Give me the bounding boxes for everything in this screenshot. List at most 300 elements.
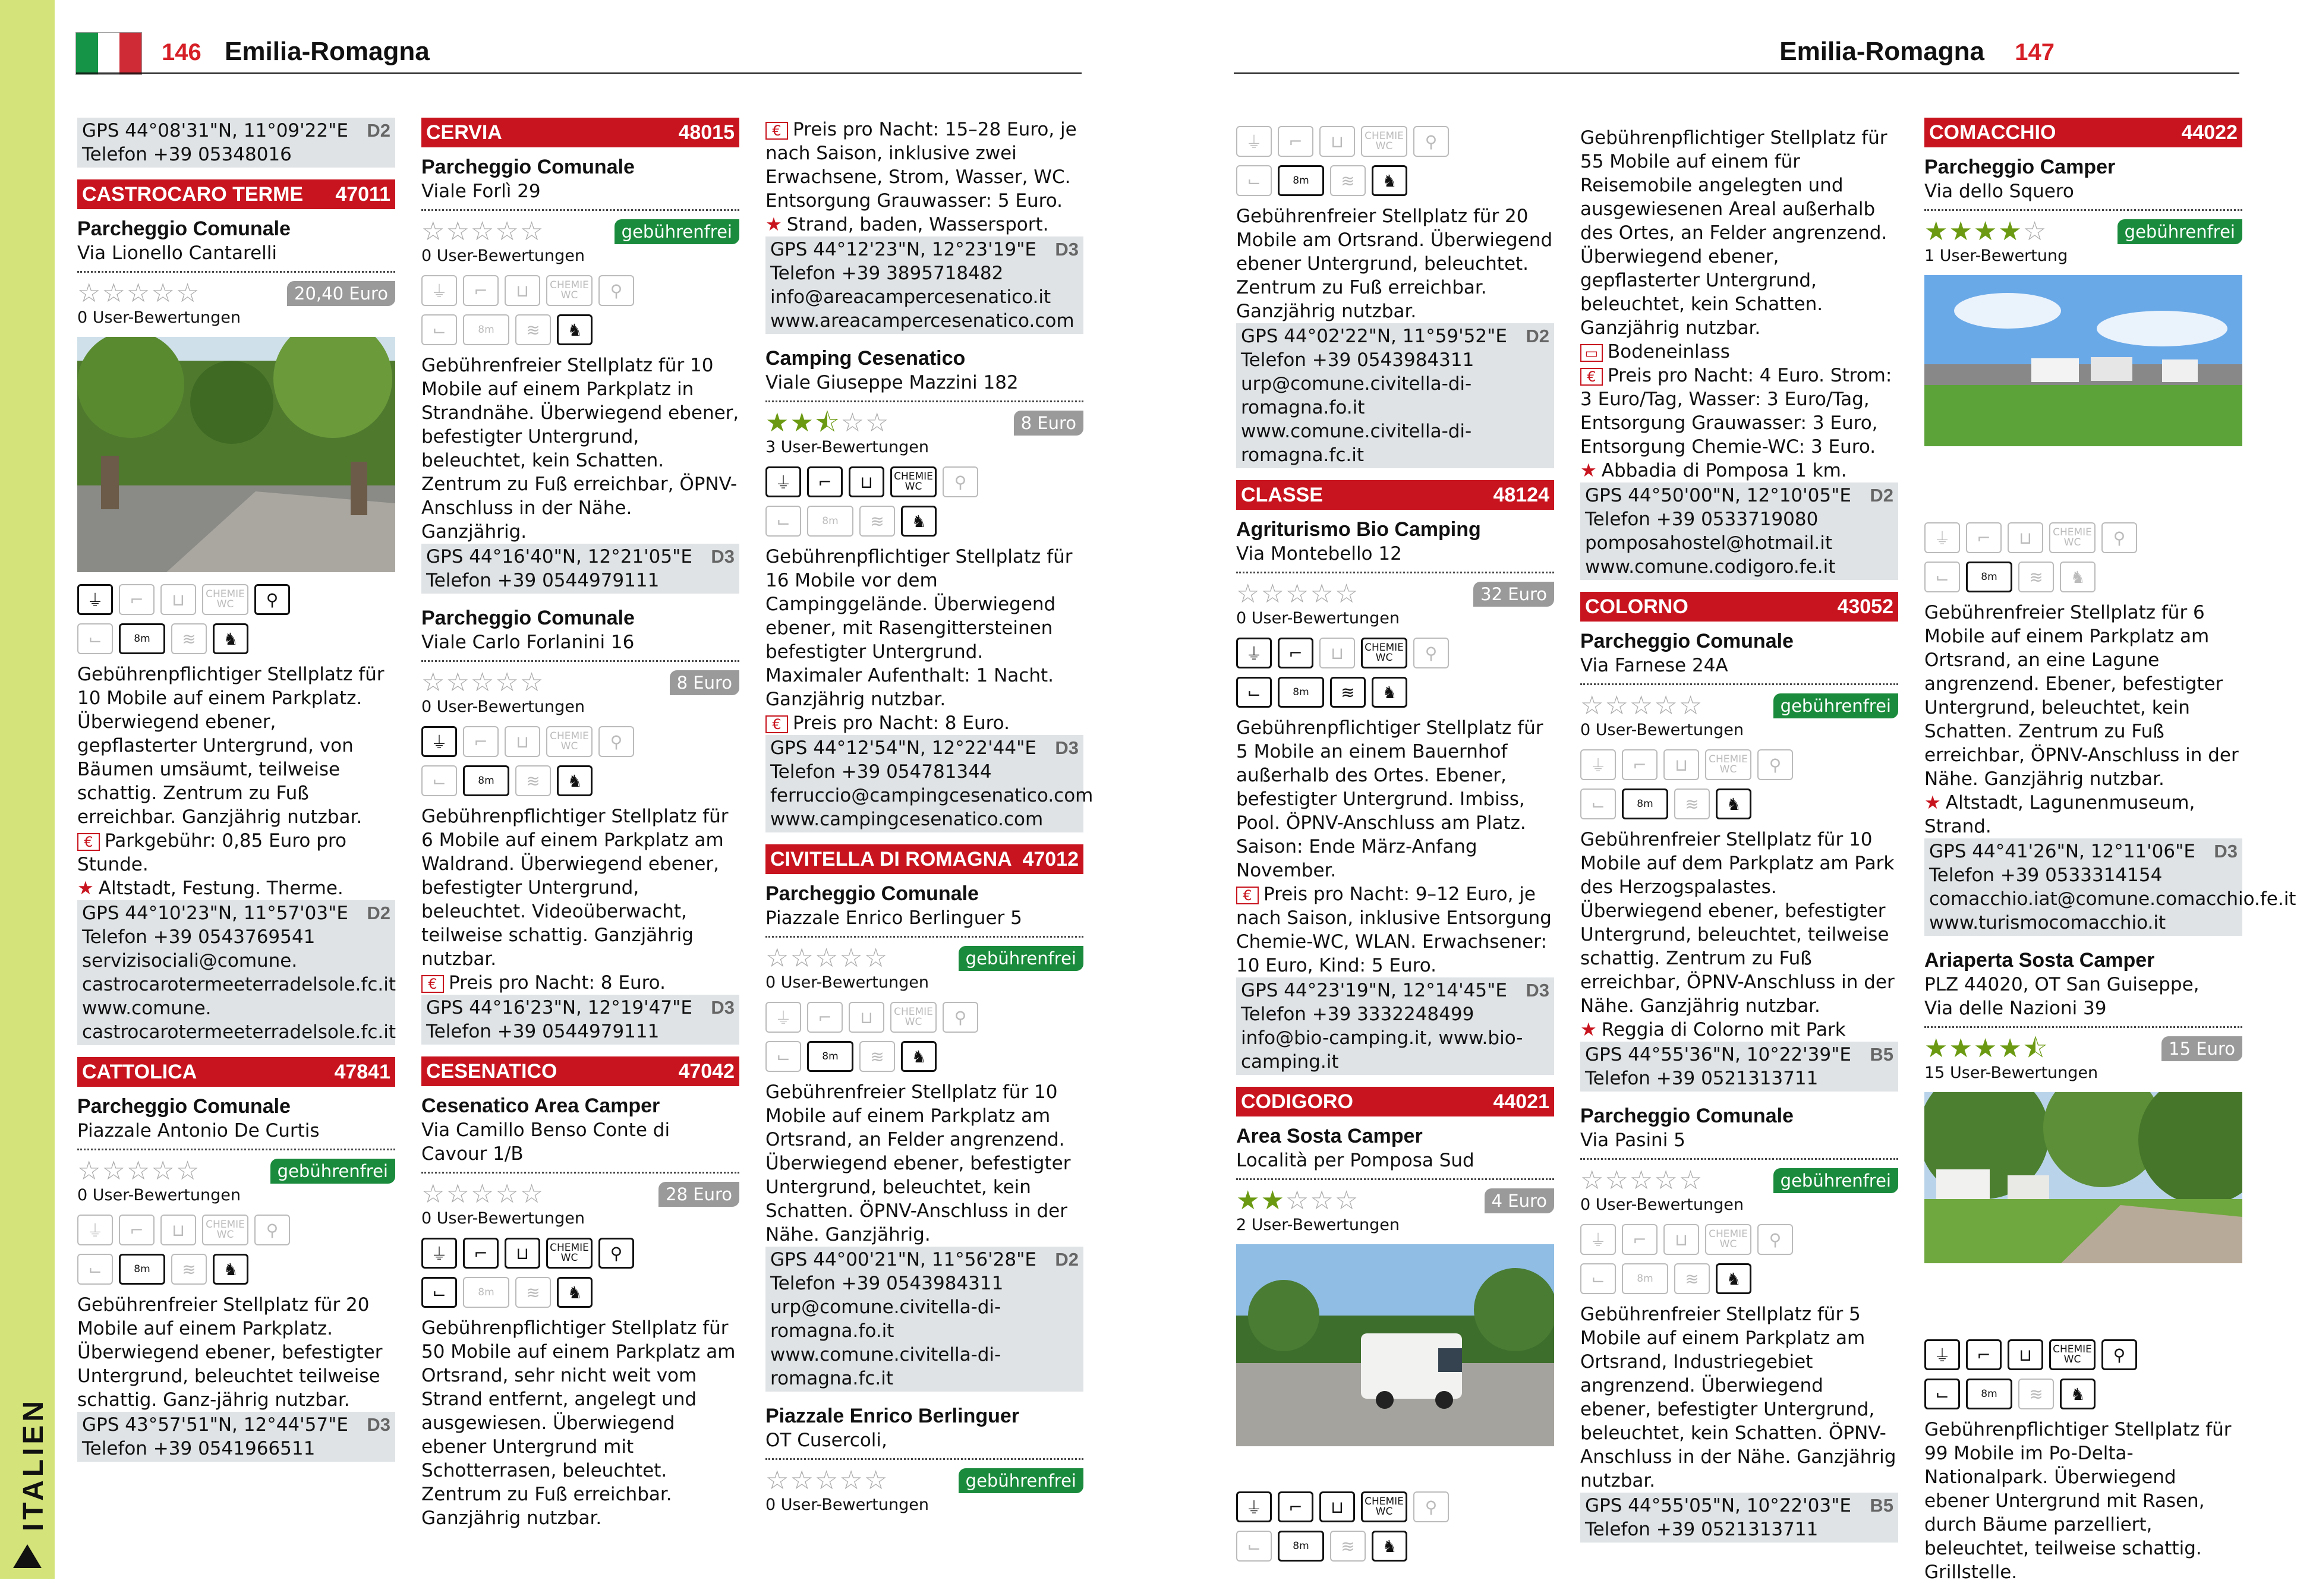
star-icon: ☆	[790, 943, 815, 973]
star-icon: ☆	[1236, 579, 1261, 609]
toilet-icon: ⚲	[598, 726, 634, 757]
length-8m-icon: 8m	[1278, 677, 1324, 708]
italy-flag-icon	[76, 33, 141, 74]
site-name: Parcheggio Comunale	[421, 607, 635, 629]
star-rating	[765, 409, 890, 437]
right-header-rule	[1234, 72, 2239, 74]
wifi-icon: ≋	[1330, 677, 1366, 708]
grey-water-drain-icon: ⊔	[160, 1215, 196, 1245]
price-badge: 8 Euro	[670, 670, 739, 695]
description: Gebührenpflichtiger Stellplatz für 99 Mobile im Po-Delta-Nationalpark. Überwiegend ebener Untergrund mit Rasen, durch Bäume parzelliert, beleuchtet, teilweise schattig. Grillstelle.	[1924, 1419, 2232, 1583]
info-bullet	[1924, 791, 2242, 838]
shower-icon: ⌙	[1236, 165, 1272, 196]
star-icon: ★	[765, 408, 790, 438]
listing	[421, 1056, 739, 1530]
bullet-text: Altstadt, Lagunenmuseum, Strand.	[1924, 792, 2195, 837]
star-icon: ☆	[1310, 579, 1335, 609]
user-rating-count: 15 User-Bewertungen	[1924, 1064, 2098, 1082]
description: Gebührenfreier Stellplatz für 6 Mobile auf einem Parkplatz am Ortsrand, an eine Lagune angrenzend. Ebener, befestigter Untergrund, beleuchtet, kein Schatten. Zentrum zu Fuß erreichbar, ÖPNV-Anschluss in der Nähe. Ganzjährig nutzbar.	[1924, 602, 2239, 790]
gps-row	[1585, 1494, 1893, 1518]
rating-row	[1236, 1187, 1554, 1215]
dotted-divider	[1236, 1178, 1554, 1180]
right-page-number: 147	[2015, 39, 2055, 65]
contact-line: Telefon +39 054781344	[770, 761, 992, 783]
contact-box	[77, 1412, 395, 1462]
amenity-icons	[1236, 1491, 1554, 1522]
star-icon: ☆	[446, 1179, 471, 1209]
contact-line: www.comune.codigoro.fe.it	[1585, 556, 1836, 578]
contact-box	[1580, 1493, 1898, 1543]
length-8m-icon: 8m	[119, 623, 165, 654]
map-grid: D3	[1055, 737, 1079, 758]
map-grid: D2	[1870, 485, 1893, 506]
city-bar	[77, 179, 395, 209]
site-address: Via Farnese 24A	[1580, 655, 1728, 676]
user-rating-count: 0 User-Bewertungen	[421, 1209, 585, 1228]
gps-coordinates: GPS 44°00'21"N, 11°56'28"E	[770, 1249, 1036, 1270]
dog-allowed-icon: ♞	[2060, 562, 2096, 592]
electricity-icon: ⏚	[421, 275, 457, 306]
site-address: OT Cusercoli,	[765, 1430, 887, 1451]
gps-coordinates: GPS 44°08'31"N, 11°09'22"E	[82, 120, 348, 141]
city-bar	[1924, 118, 2242, 147]
gps-row	[1585, 484, 1893, 507]
map-grid: D3	[1055, 239, 1079, 260]
star-icon: ☆	[1580, 690, 1605, 721]
site-address: PLZ 44020, OT San Guiseppe,	[1924, 974, 2200, 995]
map-grid: D2	[367, 120, 390, 141]
star-rating	[77, 280, 200, 307]
rating-row	[77, 1157, 395, 1185]
length-8m-icon: 8m	[463, 1277, 509, 1308]
euro-icon: €	[1580, 368, 1603, 386]
star-rating	[1924, 1035, 2049, 1062]
amenity-icons	[1580, 1224, 1898, 1255]
site-address: Piazzale Antonio De Curtis	[77, 1120, 320, 1141]
contact-line: Telefon +39 3332248499	[1241, 1004, 1474, 1025]
rating-row	[1580, 692, 1898, 720]
shower-icon: ⌙	[1236, 1531, 1272, 1562]
toilet-icon: ⚲	[254, 584, 290, 615]
map-grid: D2	[367, 903, 390, 923]
site-address: Via dello Squero	[1924, 181, 2074, 202]
star-icon: ☆	[1261, 579, 1285, 609]
contact-box	[1236, 323, 1554, 468]
water-tap-icon: ⌐	[1622, 749, 1658, 780]
dog-allowed-icon: ♞	[1372, 165, 1407, 196]
chemical-wc-icon: CHEMIE WC	[202, 1215, 248, 1245]
city-name: COMACCHIO	[1929, 121, 2056, 144]
gps-coordinates: GPS 44°23'19"N, 12°14'45"E	[1241, 980, 1507, 1001]
dog-allowed-icon: ♞	[901, 1041, 937, 1072]
city-bar	[1236, 1087, 1554, 1116]
chemical-wc-icon: CHEMIE WC	[2049, 522, 2096, 553]
contact-line: www.turismocomacchio.it	[1929, 912, 2166, 933]
map-grid: D3	[711, 997, 735, 1018]
map-grid: B5	[1870, 1044, 1893, 1065]
electricity-icon: ⏚	[1236, 1491, 1272, 1522]
price-badge: gebührenfrei	[615, 219, 739, 244]
left-header-rule	[76, 72, 1082, 74]
gps-row	[1241, 979, 1549, 1002]
user-rating-count: 0 User-Bewertungen	[421, 247, 585, 265]
contact-line: Telefon +39 0544979111	[426, 570, 660, 591]
star-icon: ☆	[175, 1156, 201, 1186]
site-name: Parcheggio Comunale	[421, 156, 635, 178]
site-name: Ariaperta Sosta Camper	[1924, 949, 2155, 972]
toilet-icon: ⚲	[598, 275, 634, 306]
amenity-icons-2	[421, 765, 739, 796]
star-icon: ★	[765, 214, 782, 235]
gps-row	[82, 1413, 390, 1437]
shower-icon: ⌙	[765, 1041, 801, 1072]
site-address: Via Montebello 12	[1236, 543, 1402, 564]
grey-water-drain-icon: ⊔	[1319, 126, 1355, 157]
site-name: Piazzale Enrico Berlinguer	[765, 1405, 1020, 1427]
contact-box	[765, 236, 1083, 334]
toilet-icon: ⚲	[1757, 1224, 1793, 1255]
bullet-text: Preis pro Nacht: 15–28 Euro, je nach Saison, inklusive zwei Erwachsene, Strom, Wasser, WC. Entsorgung Grauwasser: 5 Euro.	[765, 119, 1077, 212]
drain-icon: ▭	[1580, 344, 1603, 362]
toilet-icon: ⚲	[254, 1215, 290, 1245]
city-name: CLASSE	[1241, 484, 1323, 506]
star-icon: ☆	[421, 1179, 446, 1209]
city-name: CIVITELLA DI ROMAGNA	[770, 848, 1012, 870]
length-8m-icon: 8m	[807, 1041, 853, 1072]
rating-row	[1580, 1167, 1898, 1194]
electricity-icon: ⏚	[1924, 522, 1960, 553]
water-tap-icon: ⌐	[119, 1215, 155, 1245]
star-icon: ☆	[790, 1465, 815, 1496]
bullet-text: Bodeneinlass	[1608, 341, 1730, 362]
euro-icon: €	[1236, 887, 1259, 904]
amenity-icons-2	[1580, 788, 1898, 819]
amenity-icons	[77, 584, 395, 615]
listing	[421, 118, 739, 594]
price-badge: 32 Euro	[1473, 582, 1554, 607]
site-name: Parcheggio Comunale	[1580, 1105, 1794, 1127]
star-icon: ★	[1949, 216, 1974, 247]
electricity-icon: ⏚	[421, 726, 457, 757]
length-8m-icon: 8m	[463, 765, 509, 796]
contact-line: castrocarotermeeterradelsole.fc.it	[82, 974, 396, 995]
gps-row	[82, 901, 390, 925]
site-address: Viale Forlì 29	[421, 181, 541, 202]
star-icon: ★	[1580, 460, 1597, 481]
gps-coordinates: GPS 44°12'54"N, 12°22'44"E	[770, 737, 1036, 759]
amenity-icons	[1580, 749, 1898, 780]
postal-code: 47011	[335, 183, 390, 206]
dog-allowed-icon: ♞	[901, 506, 937, 537]
price-badge: gebührenfrei	[959, 1468, 1083, 1493]
info-bullet	[765, 711, 1083, 735]
user-rating-count: 0 User-Bewertungen	[77, 308, 241, 327]
toilet-icon: ⚲	[1413, 1491, 1449, 1522]
chemical-wc-icon: CHEMIE WC	[546, 275, 593, 306]
length-8m-icon: 8m	[1278, 165, 1324, 196]
star-icon: ☆	[470, 1179, 496, 1209]
star-icon: ☆	[102, 278, 127, 308]
length-8m-icon: 8m	[463, 314, 509, 345]
amenity-icons	[421, 1238, 739, 1269]
dog-allowed-icon: ♞	[557, 765, 593, 796]
chemical-wc-icon: CHEMIE WC	[1705, 1224, 1751, 1255]
length-8m-icon: 8m	[807, 506, 853, 537]
site-name: Parcheggio Comunale	[77, 1095, 291, 1118]
chemical-wc-icon: CHEMIE WC	[1705, 749, 1751, 780]
listing	[765, 346, 1094, 832]
left-page-title: Emilia-Romagna	[225, 37, 430, 66]
contact-line: pomposahostel@hotmail.it	[1585, 532, 1833, 554]
wifi-icon: ≋	[171, 623, 207, 654]
star-icon: ★	[1236, 1185, 1261, 1216]
country-tab-label: ITALIEN	[18, 1397, 49, 1531]
contact-line: urp@comune.civitella-di-romagna.fo.it	[1241, 373, 1472, 418]
shower-icon: ⌙	[1924, 562, 1960, 592]
star-icon: ☆	[814, 943, 840, 973]
star-icon: ★	[790, 408, 815, 438]
photo	[1924, 275, 2242, 510]
contact-line: urp@comune.civitella-di-romagna.fo.it	[770, 1297, 1001, 1342]
amenity-icons	[1236, 638, 1554, 668]
grey-water-drain-icon: ⊔	[1663, 749, 1699, 780]
star-rating	[1580, 1167, 1703, 1194]
listing	[77, 179, 395, 1045]
postal-code: 47841	[334, 1061, 390, 1083]
grey-water-drain-icon: ⊔	[849, 1002, 884, 1033]
site-name: Parcheggio Comunale	[765, 882, 979, 905]
star-icon: ★	[1998, 1033, 2023, 1064]
postal-code: 44022	[2181, 121, 2238, 144]
star-icon: ★	[1949, 1033, 1974, 1064]
wifi-icon: ≋	[171, 1254, 207, 1285]
water-tap-icon: ⌐	[1966, 1339, 2002, 1370]
grey-water-drain-icon: ⊔	[505, 1238, 540, 1269]
wifi-icon: ≋	[515, 765, 551, 796]
column-4	[1236, 118, 1554, 1573]
contact-box	[77, 900, 395, 1045]
star-icon: ☆	[839, 943, 864, 973]
contact-line: Telefon +39 3895718482	[770, 263, 1004, 284]
dog-allowed-icon: ♞	[557, 314, 593, 345]
bullet-text: Parkgebühr: 0,85 Euro pro Stunde.	[77, 830, 346, 875]
postal-code: 47042	[678, 1060, 735, 1083]
amenity-icons-2	[77, 623, 395, 654]
description: Gebührenfreier Stellplatz für 10 Mobile auf einem Parkplatz in Strandnähe. Überwiegend ebener, befestigter Untergrund, beleuchtet, kein Schatten. Zentrum zu Fuß erreichbar, ÖPNV-Anschluss in der Nähe. Ganzjährig.	[421, 355, 739, 542]
amenity-icons	[1236, 126, 1554, 157]
price-badge: 4 Euro	[1485, 1188, 1554, 1213]
chemical-wc-icon: CHEMIE WC	[546, 1238, 593, 1269]
photo	[77, 337, 395, 572]
column-6	[1924, 118, 2296, 1596]
length-8m-icon: 8m	[1278, 1531, 1324, 1562]
shower-icon: ⌙	[1924, 1379, 1960, 1409]
gps-coordinates: GPS 44°16'23"N, 12°19'47"E	[426, 997, 692, 1018]
city-name: CESENATICO	[426, 1060, 557, 1083]
star-icon: ⯪	[2022, 1033, 2049, 1064]
star-icon: ☆	[1678, 690, 1704, 721]
bullet-text: Preis pro Nacht: 8 Euro.	[449, 972, 666, 993]
water-tap-icon: ⌐	[463, 1238, 499, 1269]
amenity-icons-2	[765, 506, 1083, 537]
contact-line: servizisociali@comune.	[82, 950, 298, 972]
site-address: Via Pasini 5	[1580, 1130, 1685, 1151]
amenity-icons-2	[421, 314, 739, 345]
user-rating-count: 0 User-Bewertungen	[1580, 721, 1744, 739]
dotted-divider	[77, 1149, 395, 1150]
listing	[421, 605, 739, 1045]
chemical-wc-icon: CHEMIE WC	[890, 466, 937, 497]
contact-line: Telefon +39 0543769541	[82, 926, 316, 948]
column-3	[765, 118, 1094, 1528]
star-icon: ☆	[470, 216, 496, 247]
contact-box	[421, 995, 739, 1045]
gps-coordinates: GPS 44°55'36"N, 10°22'39"E	[1585, 1044, 1851, 1065]
dotted-divider	[765, 1458, 1083, 1460]
info-bullet	[765, 118, 1083, 213]
dog-allowed-icon: ♞	[2060, 1379, 2096, 1409]
gps-row	[770, 238, 1079, 261]
electricity-icon: ⏚	[1580, 1224, 1616, 1255]
amenity-icons	[421, 275, 739, 306]
water-tap-icon: ⌐	[1278, 638, 1313, 668]
contact-line: ferruccio@campingcesenatico.com	[770, 785, 1094, 806]
star-icon: ★	[1998, 216, 2023, 247]
site-address: Viale Carlo Forlanini 16	[421, 632, 635, 653]
gps-row	[770, 736, 1079, 760]
bullet-text: Preis pro Nacht: 4 Euro. Strom: 3 Euro/Tag, Wasser: 3 Euro/Tag, Entsorgung Grauwasser: 3 Euro, Entsorgung Chemie-WC: 3 Euro.	[1580, 365, 1892, 458]
amenity-icons-2	[1236, 1531, 1554, 1562]
dotted-divider	[1236, 572, 1554, 573]
site-address: Via Camillo Benso Conte di Cavour 1/B	[421, 1119, 670, 1165]
star-icon: ☆	[421, 216, 446, 247]
shower-icon: ⌙	[77, 1254, 113, 1285]
water-tap-icon: ⌐	[807, 1002, 843, 1033]
chemical-wc-icon: CHEMIE WC	[202, 584, 248, 615]
chemical-wc-icon: CHEMIE WC	[1361, 126, 1407, 157]
chemical-wc-icon: CHEMIE WC	[1361, 1491, 1407, 1522]
star-rating	[77, 1157, 200, 1185]
dotted-divider	[1580, 1158, 1898, 1160]
star-icon: ☆	[1285, 1185, 1310, 1216]
grey-water-drain-icon: ⊔	[2008, 1339, 2043, 1370]
dotted-divider	[421, 209, 739, 211]
site-address: Località per Pomposa Sud	[1236, 1150, 1474, 1171]
star-icon: ☆	[1605, 1165, 1630, 1196]
euro-icon: €	[765, 122, 788, 140]
star-icon: ☆	[77, 278, 102, 308]
listing	[765, 844, 1083, 1392]
dotted-divider	[421, 660, 739, 662]
gps-row	[1585, 1043, 1893, 1067]
toilet-icon: ⚲	[1757, 749, 1793, 780]
info-bullet	[765, 213, 1083, 236]
star-icon: ⯪	[814, 408, 841, 438]
star-icon: ☆	[519, 216, 545, 247]
gps-coordinates: GPS 44°10'23"N, 11°57'03"E	[82, 903, 348, 924]
price-badge: 15 Euro	[2161, 1036, 2242, 1061]
price-badge: gebührenfrei	[2118, 219, 2242, 244]
dog-allowed-icon: ♞	[1372, 677, 1407, 708]
city-bar	[421, 118, 739, 147]
gps-coordinates: GPS 44°12'23"N, 12°23'19"E	[770, 239, 1036, 260]
bullet-text: Reggia di Colorno mit Park	[1601, 1019, 1846, 1040]
wifi-icon: ≋	[2018, 562, 2054, 592]
star-icon: ★	[1924, 1033, 1949, 1064]
amenity-icons	[765, 1002, 1083, 1033]
amenity-icons-2	[1236, 677, 1554, 708]
amenity-icons-2	[421, 1277, 739, 1308]
contact-line: Telefon +39 0543984311	[1241, 349, 1474, 371]
description: Gebührenfreier Stellplatz für 10 Mobile auf dem Parkplatz am Park des Herzogspalastes. Überwiegend ebener, befestigter Untergrund, beleuchtet, teilweise schattig. Zentrum zu Fuß erreichbar, ÖPNV-Anschluss in der Nähe. Ganzjährig nutzbar.	[1580, 829, 1895, 1017]
contact-box	[1236, 977, 1554, 1075]
contact-line: comacchio.iat@comune.comacchio.fe.it	[1929, 888, 2296, 910]
shower-icon: ⌙	[421, 1277, 457, 1308]
dotted-divider	[77, 271, 395, 273]
toilet-icon: ⚲	[598, 1238, 634, 1269]
user-rating-count: 0 User-Bewertungen	[1236, 609, 1400, 627]
listing	[1580, 126, 1898, 580]
listing	[1924, 948, 2242, 1584]
listing	[765, 118, 1083, 334]
star-icon: ☆	[864, 1465, 889, 1496]
length-8m-icon: 8m	[119, 1254, 165, 1285]
star-icon: ☆	[151, 278, 176, 308]
star-icon: ★	[1924, 792, 1941, 813]
gps-coordinates: GPS 43°57'51"N, 12°44'57"E	[82, 1414, 348, 1436]
electricity-icon: ⏚	[1236, 638, 1272, 668]
dog-allowed-icon: ♞	[213, 623, 248, 654]
water-tap-icon: ⌐	[807, 466, 843, 497]
shower-icon: ⌙	[1236, 677, 1272, 708]
electricity-icon: ⏚	[1236, 126, 1272, 157]
star-icon: ☆	[1654, 690, 1679, 721]
listing	[1236, 1087, 1554, 1562]
gps-coordinates: GPS 44°55'05"N, 10°22'03"E	[1585, 1495, 1851, 1516]
map-grid: D2	[1055, 1249, 1079, 1270]
star-icon: ☆	[2022, 216, 2048, 247]
price-badge: gebührenfrei	[959, 946, 1083, 971]
star-icon: ☆	[519, 667, 545, 698]
contact-line: Telefon +39 05348016	[82, 144, 292, 165]
gps-coordinates: GPS 44°41'26"N, 12°11'06"E	[1929, 841, 2195, 862]
water-tap-icon: ⌐	[119, 584, 155, 615]
contact-line: Telefon +39 0521313711	[1585, 1519, 1819, 1540]
contact-line: info@areacampercesenatico.it	[770, 286, 1051, 308]
star-icon: ☆	[77, 1156, 102, 1186]
electricity-icon: ⏚	[77, 1215, 113, 1245]
star-icon: ☆	[1605, 690, 1630, 721]
star-icon: ☆	[421, 667, 446, 698]
description: Gebührenfreier Stellplatz für 20 Mobile auf einem Parkplatz. Überwiegend ebener, befestigter Untergrund, beleuchtet teilweise schattig. Ganz-jährig nutzbar.	[77, 1294, 383, 1411]
column-5	[1580, 118, 1898, 1554]
star-rating	[421, 669, 544, 696]
site-address: Viale Giuseppe Mazzini 182	[765, 372, 1019, 393]
star-icon: ☆	[865, 408, 890, 438]
rating-row	[421, 1181, 739, 1208]
listing	[1236, 126, 1554, 468]
postal-code: 47012	[1022, 848, 1079, 870]
site-name: Cesenatico Area Camper	[421, 1095, 660, 1117]
wifi-icon: ≋	[1330, 1531, 1366, 1562]
toilet-icon: ⚲	[2101, 1339, 2137, 1370]
info-bullet	[1236, 882, 1554, 977]
photo	[1236, 1244, 1554, 1480]
dog-allowed-icon: ♞	[1372, 1531, 1407, 1562]
contact-line: www.campingcesenatico.com	[770, 809, 1044, 830]
star-rating	[1236, 1187, 1359, 1215]
city-name: CODIGORO	[1241, 1090, 1353, 1113]
